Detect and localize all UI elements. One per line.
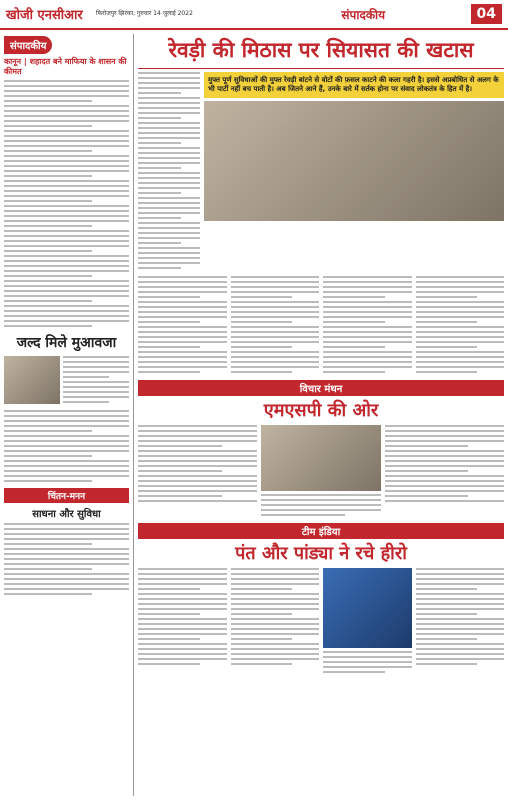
masthead (0, 0, 508, 30)
msp-photo (261, 425, 380, 491)
headline-msp: एमएसपी की ओर (263, 400, 379, 421)
main-headline: रेवड़ी की मिठास पर सियासत की खटास (138, 34, 504, 69)
section-title: संपादकीय (341, 7, 386, 22)
left-lower-heading: साधना और सुविधा (32, 509, 101, 520)
main-section (138, 34, 504, 796)
left-column (4, 34, 134, 796)
section-band-vichar: विचार मंथन (138, 380, 504, 396)
left-lead-heading: कानून | शहादत बने माफिया के शासन की कीमत (4, 57, 127, 76)
dateline: फिरोजपुर झिरका, गुरुवार 14 जुलाई 2022 (96, 10, 193, 17)
page-number: 04 (471, 4, 502, 24)
pull-quote: मुफ्त पूर्ण सुविधाओं की मुफ्त रेवड़ी बांटने से वोटों की फ़सल काटने की कला गहरी है। इससे अप्रबोधित से अलग के भी पार्टी नहीं बच पाती है। अब जितने आने हैं, उनके बारे में सर्तक होना पर संवाद लोकतंत्र के हित में है। (204, 72, 504, 98)
section-band-team-india: टीम इंडिया (138, 523, 504, 539)
headline-pant-pandya: पंत और पांड्या ने रचे हीरो (235, 543, 407, 564)
left-section-label: संपादकीय (4, 36, 52, 54)
cricketer-photo (323, 568, 412, 648)
left-body-text (4, 80, 129, 327)
main-photo (204, 101, 504, 221)
left-photo (4, 356, 60, 404)
left-box-heading: जल्द मिले मुआवजा (16, 335, 117, 351)
left-lower-band: चिंतन-मनन (4, 488, 129, 503)
newspaper-logo: खोजी एनसीआर (6, 8, 83, 23)
